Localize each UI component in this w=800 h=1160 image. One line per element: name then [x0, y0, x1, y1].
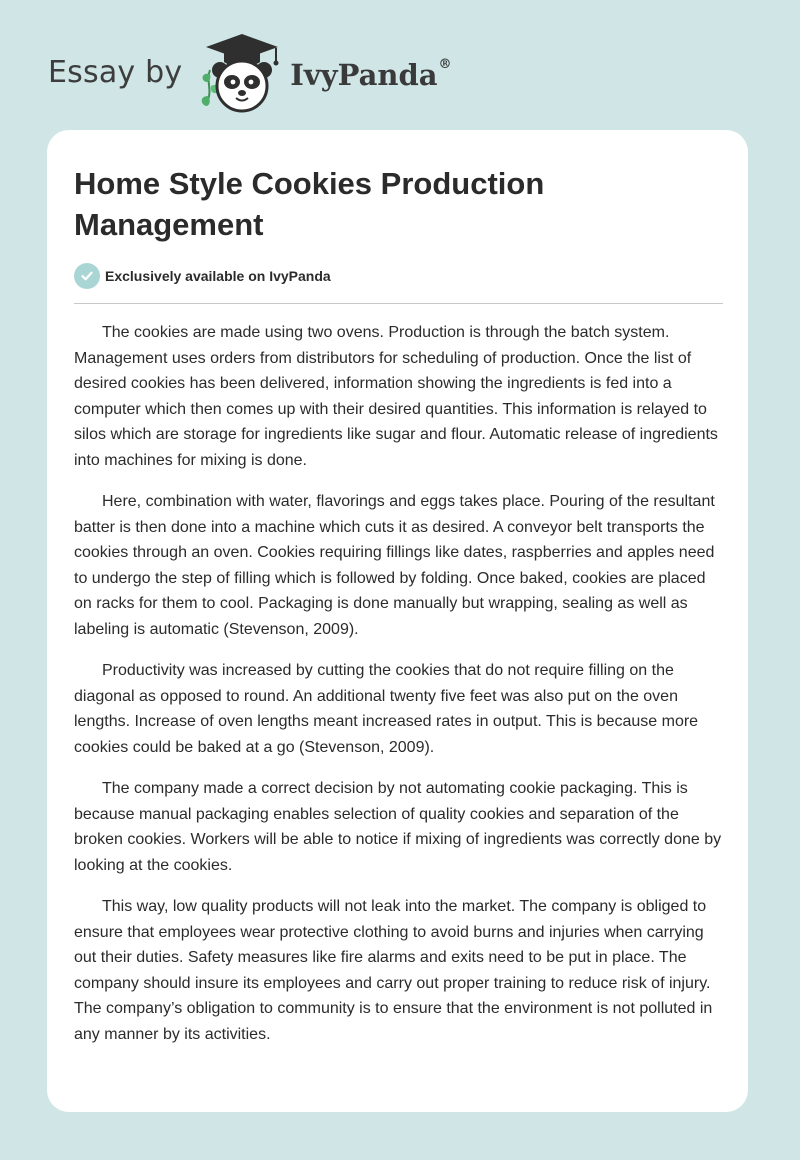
brand-name[interactable]: [290, 58, 451, 92]
check-circle-icon: [74, 263, 100, 289]
divider: [74, 303, 723, 304]
registered-mark: ®: [438, 57, 452, 73]
paragraph: This way, low quality products will not leak into the market. The company is obliged to ensure that employees wear protective clothing to avoid burns and injuries when carrying out their duties. Safety measures like fire alarms and exits need to be put in place. The company should insure its employees and carry out proper training to reduce risk of injury. The company’s obligation to community is to ensure that the environment is not polluted in any manner by its activities.: [74, 898, 713, 1043]
panda-graduate-icon[interactable]: [196, 30, 288, 114]
paragraph: The cookies are made using two ovens. Production is through the batch system. Management uses orders from distributors for scheduling of production. Once the list of desired cookies has been delivered, information showing the ingredients is fed into a computer which then comes up with their desired quantities. This information is relayed to silos which are storage for ingredients like sugar and flour. Automatic release of ingredients into machines for mixing is done.: [74, 324, 718, 469]
essay-body: [74, 320, 725, 1063]
paragraph: The company made a correct decision by not automating cookie packaging. This is because manual packaging enables selection of quality cookies and separation of the broken cookies. Workers will be able to notice if mixing of ingredients was correctly done by looking at the cookies.: [74, 780, 722, 874]
paragraph: Here, combination with water, flavorings and eggs takes place. Pouring of the resultant batter is then done into a machine which cuts it as desired. A conveyor belt transports the cookies through an oven. Cookies requiring fillings like dates, raspberries and apples need to undergo the step of filling which is followed by folding. Once baked, cookies are placed on racks for them to cool. Packaging is done manually but wrapping, sealing as well as labeling is automatic (Stevenson, 2009).: [74, 493, 715, 638]
brand-text: IvyPanda: [290, 58, 438, 92]
paragraph: Productivity was increased by cutting the cookies that do not require filling on the diagonal as opposed to round. An additional twenty five feet was also put on the oven lengths. Increase of oven lengths meant increased rates in output. This is because more cookies could be baked at a go (Stevenson, 2009).: [74, 662, 699, 756]
exclusive-text: Exclusively available on IvyPanda: [105, 268, 331, 284]
site-header: [48, 30, 452, 114]
essay-card: [47, 130, 748, 1112]
essay-by-label: Essay by: [48, 54, 183, 90]
exclusive-badge: [74, 263, 331, 289]
essay-title: Home Style Cookies Production Management: [74, 166, 545, 242]
